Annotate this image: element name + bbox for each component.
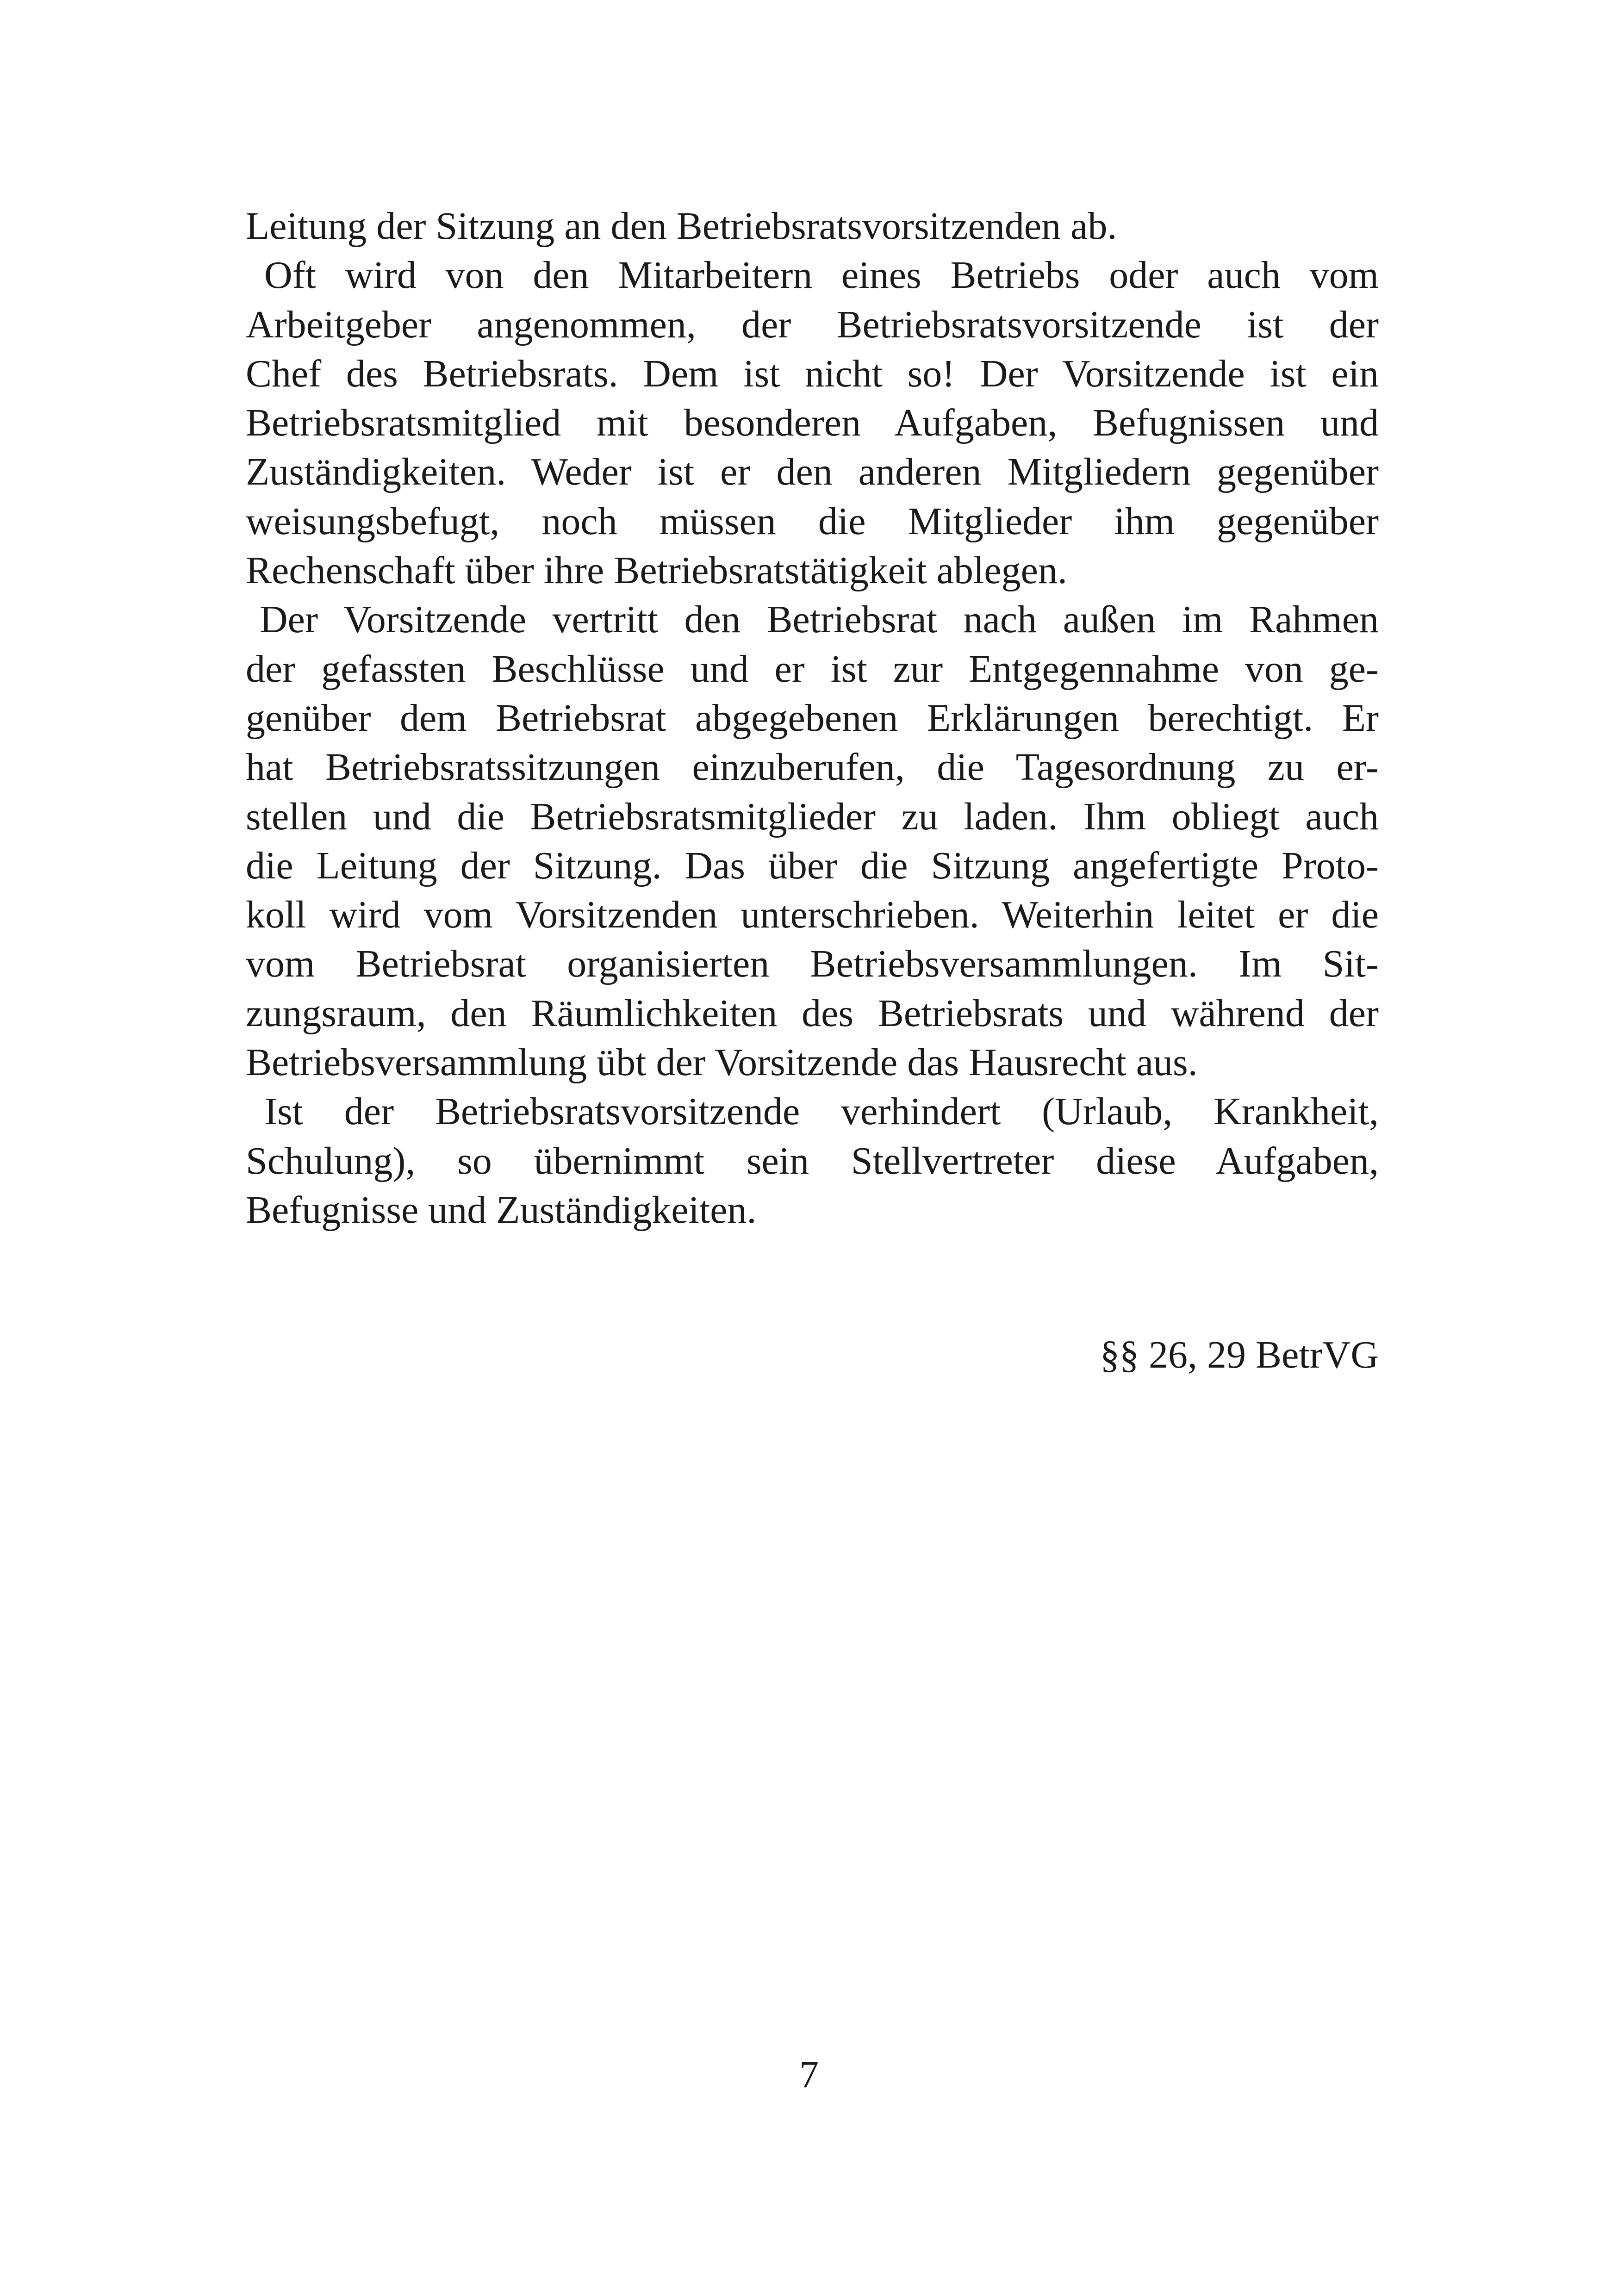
text-line: stellen und die Betriebsratsmitglieder zu laden. Ihm obliegt auch <box>246 795 1379 838</box>
text-line: Betriebsratsmitglied mit besonderen Aufgaben, Befugnissen und <box>246 401 1379 445</box>
text-line: vom Betriebsrat organisierten Betriebsversammlungen. Im Sit- <box>246 942 1379 986</box>
page-number: 7 <box>799 2053 819 2096</box>
body-text <box>246 202 1379 1235</box>
text-line: die Leitung der Sitzung. Das über die Sitzung angefertigte Proto- <box>246 844 1379 887</box>
text-line: Befugnisse und Zuständigkeiten. <box>246 1188 757 1232</box>
text-line: Arbeitgeber angenommen, der Betriebsratsvorsitzende ist der <box>246 303 1379 346</box>
text-line: Rechenschaft über ihre Betriebsratstätigkeit ablegen. <box>246 549 1067 592</box>
text-line: genüber dem Betriebsrat abgegebenen Erklärungen berechtigt. Er <box>246 696 1379 740</box>
text-line: der gefassten Beschlüsse und er ist zur Entgegennahme von ge- <box>246 647 1379 691</box>
text-line: Zuständigkeiten. Weder ist er den anderen Mitgliedern gegenüber <box>246 450 1379 494</box>
text-line: Oft wird von den Mitarbeitern eines Betriebs oder auch vom <box>264 254 1379 297</box>
text-line: zungsraum, den Räumlichkeiten des Betriebsrats und während der <box>246 991 1379 1035</box>
text-line: koll wird vom Vorsitzenden unterschrieben. Weiterhin leitet er die <box>246 893 1379 937</box>
text-line: hat Betriebsratssitzungen einzuberufen, die Tagesordnung zu er- <box>246 746 1379 789</box>
legal-reference: §§ 26, 29 BetrVG <box>1100 1333 1379 1376</box>
text-line: Der Vorsitzende vertritt den Betriebsrat nach außen im Rahmen <box>260 598 1379 641</box>
text-line: Ist der Betriebsratsvorsitzende verhindert (Urlaub, Krankheit, <box>264 1090 1379 1133</box>
text-line: weisungsbefugt, noch müssen die Mitglieder ihm gegenüber <box>246 499 1379 543</box>
text-line: Leitung der Sitzung an den Betriebsratsvorsitzenden ab. <box>246 205 1117 248</box>
text-line: Schulung), so übernimmt sein Stellvertreter diese Aufgaben, <box>246 1139 1379 1182</box>
text-line: Betriebsversammlung übt der Vorsitzende das Hausrecht aus. <box>246 1041 1198 1084</box>
text-line: Chef des Betriebsrats. Dem ist nicht so! Der Vorsitzende ist ein <box>246 352 1379 395</box>
